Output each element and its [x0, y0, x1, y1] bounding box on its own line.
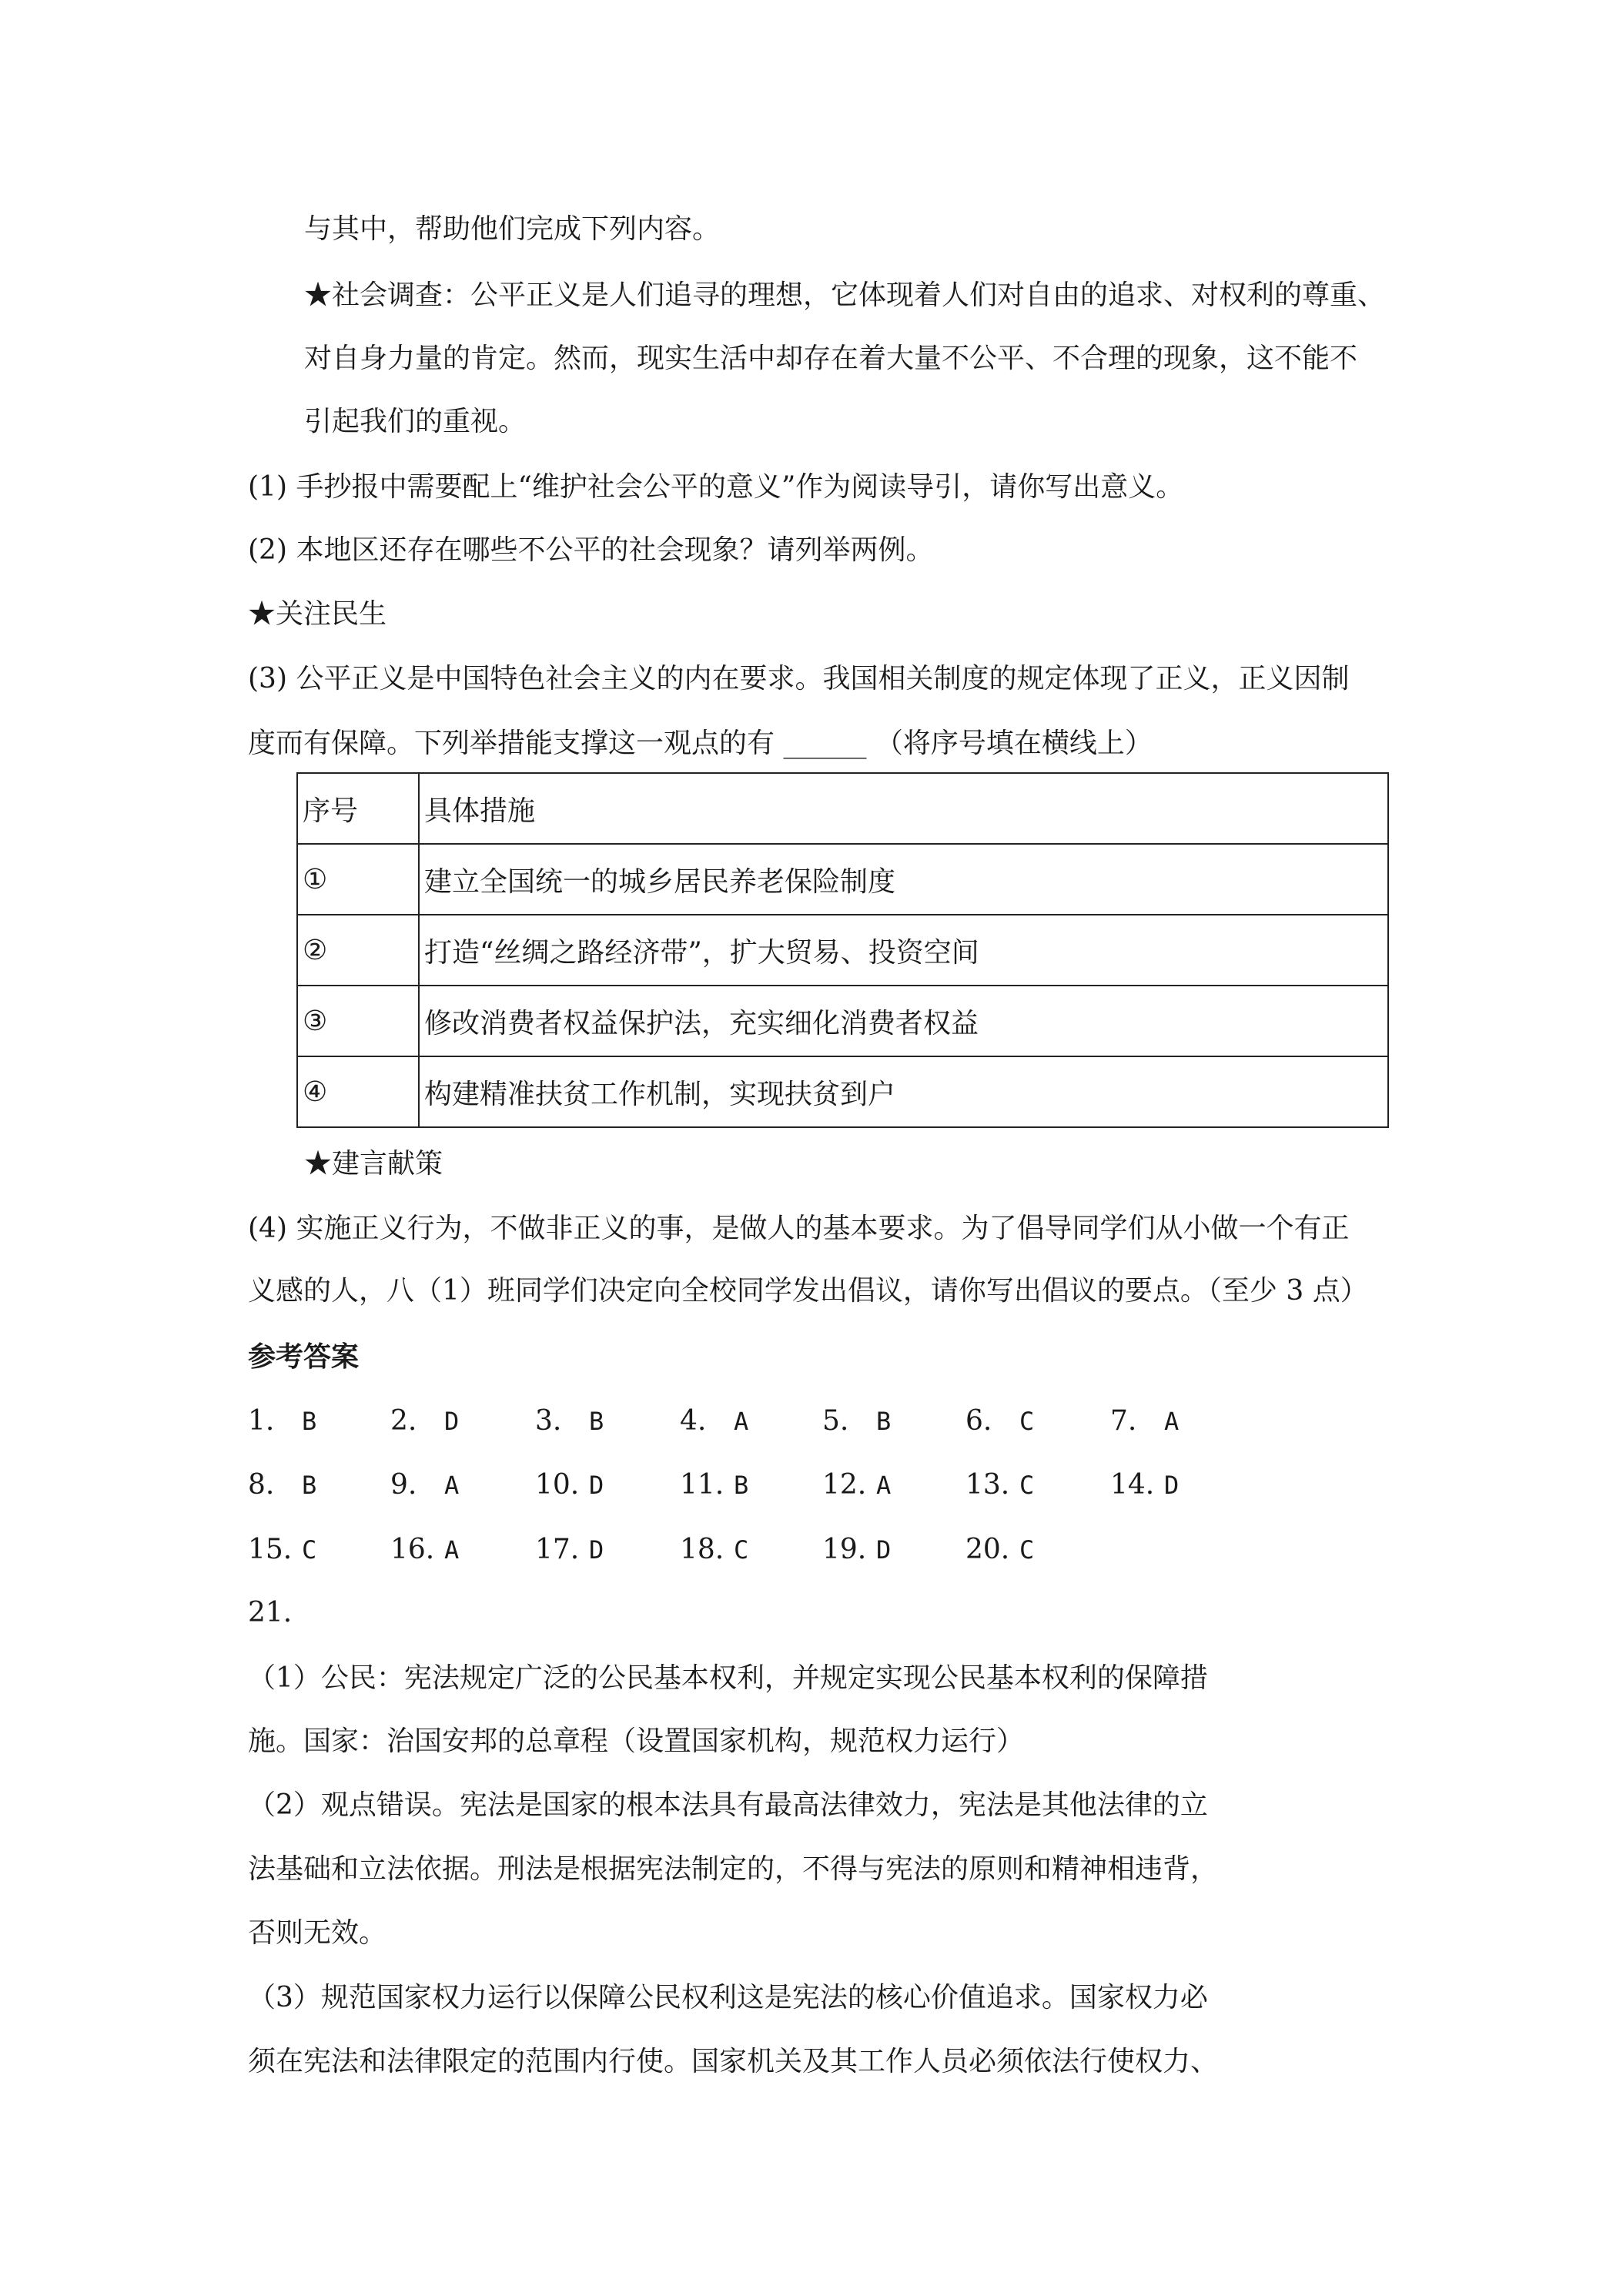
answer-number: 10. — [535, 1469, 580, 1501]
answer-item — [822, 1403, 891, 1440]
question-21-label: 21. — [248, 1597, 293, 1628]
table-row — [297, 915, 1388, 986]
answer-choice: D — [876, 1535, 892, 1565]
answer-choice: B — [734, 1471, 749, 1500]
answer-number: 16. — [390, 1534, 435, 1565]
answer-choice: B — [589, 1407, 604, 1436]
answer-21-part-2-line-3: 否则无效。 — [248, 1917, 387, 1949]
table-cell-number: ① — [297, 844, 419, 915]
table-cell-measure: 修改消费者权益保护法，充实细化消费者权益 — [419, 986, 1388, 1056]
answer-number: 9. — [390, 1469, 417, 1501]
answer-number: 6. — [965, 1405, 992, 1437]
answer-number: 1. — [248, 1405, 275, 1437]
answer-choice: A — [1164, 1407, 1180, 1436]
answer-choice: D — [444, 1407, 460, 1436]
answer-item — [390, 1403, 459, 1440]
table-cell-number: ② — [297, 915, 419, 986]
answer-item — [680, 1467, 748, 1504]
answer-choice: D — [1164, 1471, 1180, 1500]
answer-number: 18. — [680, 1534, 724, 1565]
answer-21-part-2-line-2: 法基础和立法依据。刑法是根据宪法制定的，不得与宪法的原则和精神相违背， — [248, 1853, 1219, 1885]
answer-number: 19. — [822, 1534, 867, 1565]
answer-choice: B — [876, 1407, 892, 1436]
table-row — [297, 986, 1388, 1056]
answer-item — [535, 1467, 604, 1504]
answer-item — [390, 1531, 459, 1568]
answer-choice: D — [589, 1535, 604, 1565]
answer-number: 7. — [1110, 1405, 1137, 1437]
answer-item — [535, 1403, 604, 1440]
table-cell-number: ③ — [297, 986, 419, 1056]
table-row — [297, 844, 1388, 915]
question-1: (1) 手抄报中需要配上“维护社会公平的意义”作为阅读导引，请你写出意义。 — [248, 471, 1184, 503]
survey-text-line-3: 引起我们的重视。 — [304, 406, 527, 437]
answer-choice: A — [876, 1471, 892, 1500]
answer-item — [1110, 1403, 1179, 1440]
answer-item — [248, 1531, 316, 1568]
question-4-line-2: 义感的人，八（1）班同学们决定向全校同学发出倡议，请你写出倡议的要点。（至少 3 点） — [248, 1275, 1368, 1307]
answer-choice: C — [1019, 1471, 1035, 1500]
measures-table — [296, 772, 1389, 1128]
answer-choice: D — [589, 1471, 604, 1500]
answer-item — [1110, 1467, 1179, 1504]
table-header-cell: 具体措施 — [419, 773, 1388, 844]
answer-item — [680, 1531, 748, 1568]
question-2: (2) 本地区还存在哪些不公平的社会现象？请列举两例。 — [248, 534, 934, 566]
answer-number: 17. — [535, 1534, 580, 1565]
answer-number: 14. — [1110, 1469, 1155, 1501]
section-heading-livelihood: ★关注民生 — [248, 598, 387, 630]
table-cell-measure: 建立全国统一的城乡居民养老保险制度 — [419, 844, 1388, 915]
answer-number: 4. — [680, 1405, 707, 1437]
table-cell-measure: 打造“丝绸之路经济带”，扩大贸易、投资空间 — [419, 915, 1388, 986]
answer-item — [965, 1403, 1034, 1440]
answer-item — [535, 1531, 604, 1568]
answer-number: 20. — [965, 1534, 1010, 1565]
question-3-line-2: 度而有保障。下列举措能支撑这一观点的有 ______ （将序号填在横线上） — [248, 728, 1153, 759]
answer-item — [822, 1467, 891, 1504]
answer-21-part-1-line-2: 施。国家：治国安邦的总章程（设置国家机构，规范权力运行） — [248, 1725, 1025, 1757]
answer-number: 11. — [680, 1469, 724, 1501]
answer-choice: C — [302, 1535, 317, 1565]
answer-item — [248, 1467, 316, 1504]
answer-number: 5. — [822, 1405, 849, 1437]
answer-choice: B — [302, 1407, 317, 1436]
answer-choice: C — [1019, 1535, 1035, 1565]
answer-number: 15. — [248, 1534, 293, 1565]
question-4-line-1: (4) 实施正义行为，不做非正义的事，是做人的基本要求。为了倡导同学们从小做一个有正 — [248, 1213, 1350, 1244]
answer-number: 13. — [965, 1469, 1010, 1501]
intro-line: 与其中，帮助他们完成下列内容。 — [304, 213, 721, 245]
table-cell-measure: 构建精准扶贫工作机制，实现扶贫到户 — [419, 1056, 1388, 1127]
answer-21-part-1-line-1: （1）公民：宪法规定广泛的公民基本权利，并规定实现公民基本权利的保障措 — [248, 1662, 1208, 1694]
answer-item — [390, 1467, 459, 1504]
survey-text-line-2: 对自身力量的肯定。然而，现实生活中却存在着大量不公平、不合理的现象，这不能不 — [304, 343, 1358, 374]
answer-item — [965, 1467, 1034, 1504]
answer-21-part-2-line-1: （2）观点错误。宪法是国家的根本法具有最高法律效力，宪法是其他法律的立 — [248, 1789, 1208, 1821]
table-header-cell: 序号 — [297, 773, 419, 844]
table-header-row — [297, 773, 1388, 844]
answer-number: 12. — [822, 1469, 867, 1501]
answer-choice: C — [1019, 1407, 1035, 1436]
section-heading-advice: ★建言献策 — [304, 1148, 443, 1180]
answer-choice: B — [302, 1471, 317, 1500]
answer-item — [822, 1531, 891, 1568]
answer-number: 8. — [248, 1469, 275, 1501]
table-cell-number: ④ — [297, 1056, 419, 1127]
answer-item — [248, 1403, 316, 1440]
question-3-line-1: (3) 公平正义是中国特色社会主义的内在要求。我国相关制度的规定体现了正义，正义因制 — [248, 663, 1350, 694]
answer-choice: C — [734, 1535, 749, 1565]
answer-item — [965, 1531, 1034, 1568]
answer-choice: A — [734, 1407, 749, 1436]
table-row — [297, 1056, 1388, 1127]
answer-number: 2. — [390, 1405, 417, 1437]
answer-item — [680, 1403, 748, 1440]
survey-text-line-1: ★社会调查：公平正义是人们追寻的理想，它体现着人们对自由的追求、对权利的尊重、 — [304, 279, 1386, 311]
answer-number: 3. — [535, 1405, 562, 1437]
answer-choice: A — [444, 1535, 460, 1565]
answer-21-part-3-line-2: 须在宪法和法律限定的范围内行使。国家机关及其工作人员必须依法行使权力、 — [248, 2046, 1219, 2077]
answer-choice: A — [444, 1471, 460, 1500]
answers-heading: 参考答案 — [248, 1340, 360, 1373]
answer-21-part-3-line-1: （3）规范国家权力运行以保障公民权利这是宪法的核心价值追求。国家权力必 — [248, 1982, 1208, 2013]
